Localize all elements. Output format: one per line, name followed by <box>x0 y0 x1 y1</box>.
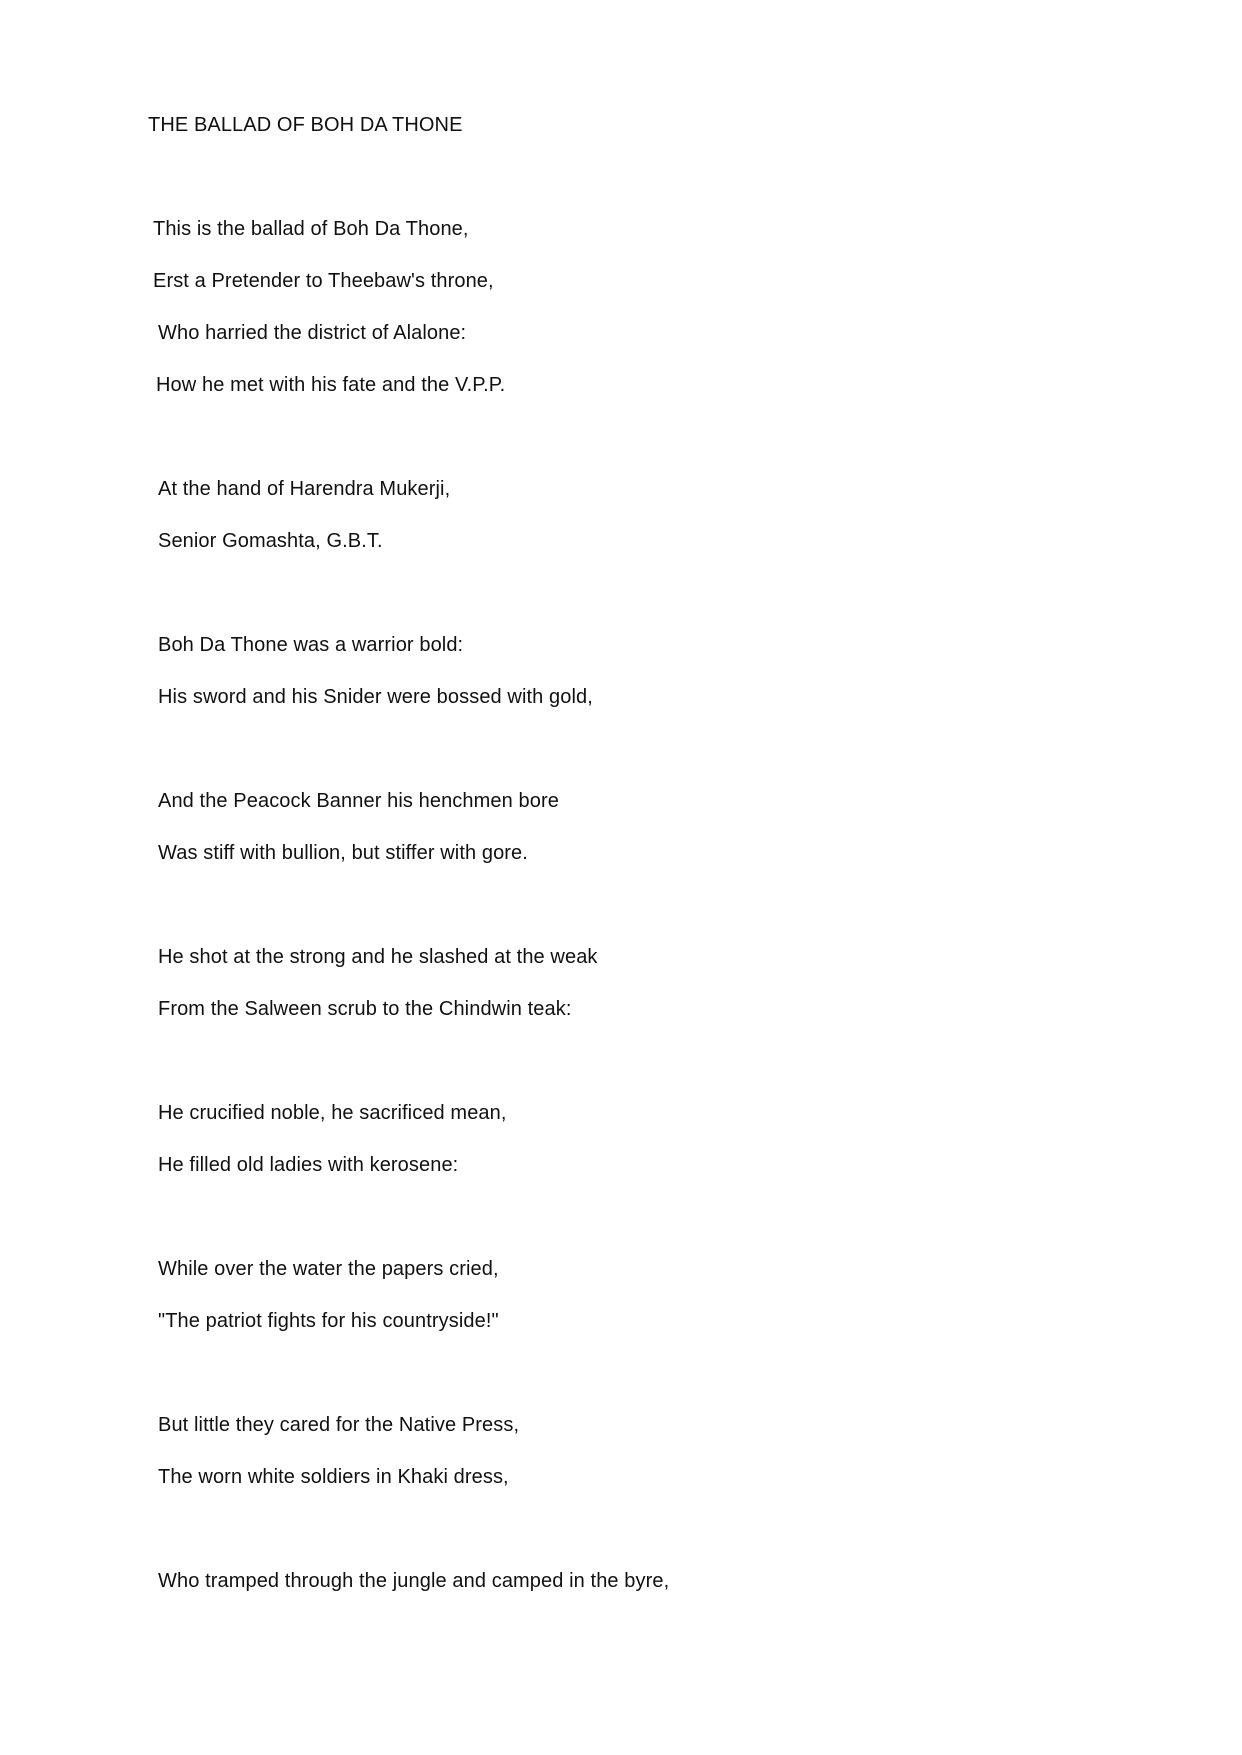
poem-line: At the hand of Harendra Mukerji, <box>158 478 451 500</box>
poem-line: The worn white soldiers in Khaki dress, <box>158 1466 509 1488</box>
poem-line: While over the water the papers cried, <box>158 1258 499 1280</box>
poem-line: This is the ballad of Boh Da Thone, <box>153 218 469 240</box>
poem-line: But little they cared for the Native Press, <box>158 1414 520 1436</box>
poem-line: And the Peacock Banner his henchmen bore <box>158 790 559 812</box>
poem-line: Who harried the district of Alalone: <box>158 322 467 344</box>
poem-line: Senior Gomashta, G.B.T. <box>158 530 383 552</box>
poem-line: Who tramped through the jungle and camped in the byre, <box>158 1570 670 1592</box>
poem-line: "The patriot fights for his countryside!" <box>158 1310 499 1332</box>
poem-line: He crucified noble, he sacrificed mean, <box>158 1102 507 1124</box>
poem-line: Was stiff with bullion, but stiffer with gore. <box>158 842 528 864</box>
poem-line: He shot at the strong and he slashed at the weak <box>158 946 598 968</box>
document-title: THE BALLAD OF BOH DA THONE <box>148 114 463 136</box>
poem-line: How he met with his fate and the V.P.P. <box>156 374 506 396</box>
poem-line: From the Salween scrub to the Chindwin teak: <box>158 998 572 1020</box>
poem-line: His sword and his Snider were bossed with gold, <box>158 686 593 708</box>
poem-line: Boh Da Thone was a warrior bold: <box>158 634 464 656</box>
poem-line: Erst a Pretender to Theebaw's throne, <box>153 270 494 292</box>
poem-line: He filled old ladies with kerosene: <box>158 1154 459 1176</box>
